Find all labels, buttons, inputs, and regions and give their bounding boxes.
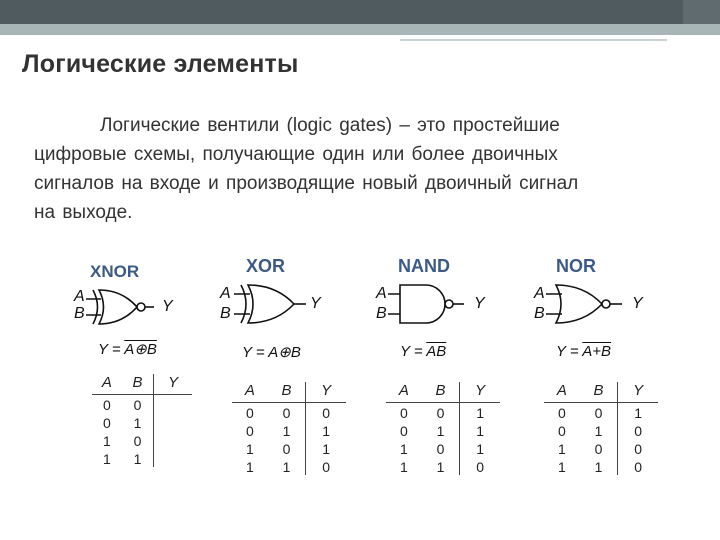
- xor-input-a: A: [220, 285, 231, 302]
- nor-cell: 1: [557, 441, 566, 457]
- xnor-cell: 1: [102, 451, 111, 467]
- nor-cell: 0: [557, 405, 566, 421]
- header-bar-right-block: [683, 0, 720, 24]
- nand-formula: [400, 343, 446, 360]
- xor-cell: 0: [245, 405, 254, 421]
- table-row: [232, 403, 346, 422]
- xnor-formula-prefix: Y =: [98, 341, 125, 358]
- nand-header-b: B: [422, 382, 460, 403]
- nand-cell: 1: [460, 403, 500, 422]
- definition-paragraph: [34, 111, 694, 227]
- nor-cell: 0: [594, 441, 603, 457]
- nor-cell: 0: [618, 457, 658, 475]
- xor-cell: 1: [282, 459, 291, 475]
- nor-cell: 0: [557, 423, 566, 439]
- paragraph-line-4: на выходе.: [34, 202, 133, 223]
- table-row: [92, 413, 192, 431]
- nor-output-y: Y: [632, 295, 643, 312]
- table-row: [92, 449, 192, 467]
- xnor-cell: [154, 413, 192, 431]
- xor-cell: 0: [282, 405, 291, 421]
- xor-truth-table: [232, 382, 346, 475]
- table-row: [386, 439, 500, 457]
- xor-cell: 0: [282, 441, 291, 457]
- xnor-cell: 0: [102, 415, 111, 431]
- xor-cell: 1: [306, 421, 346, 439]
- xor-cell: 1: [306, 439, 346, 457]
- xnor-cell: [154, 431, 192, 449]
- xnor-output-y: Y: [162, 298, 173, 315]
- nand-truth-table: [386, 382, 500, 475]
- header-bar-accent: [0, 24, 720, 35]
- xnor-gate-symbol: [84, 288, 174, 328]
- nor-formula-prefix: Y =: [556, 343, 583, 360]
- xnor-header-a: A: [92, 374, 122, 395]
- nor-header-a: A: [544, 382, 580, 403]
- nand-cell: 0: [436, 441, 445, 457]
- xnor-cell: 0: [133, 433, 142, 449]
- nand-cell: 1: [436, 423, 445, 439]
- nand-cell: 0: [399, 405, 408, 421]
- paragraph-line-2: цифровые схемы, получающие один или более двоичных: [34, 144, 558, 165]
- table-row: [544, 421, 658, 439]
- paragraph-line-3: сигналов на входе и производящие новый двоичный сигнал: [34, 173, 579, 194]
- xor-input-b: B: [220, 305, 231, 322]
- xor-cell: 0: [306, 403, 346, 422]
- nand-formula-overlined: $\overline{AB}$: [426, 343, 447, 360]
- xor-header-a: A: [232, 382, 268, 403]
- header-bar-dark: [0, 0, 720, 24]
- nand-input-a: A: [376, 285, 387, 302]
- xor-cell: 0: [306, 457, 346, 475]
- xnor-cell: 0: [133, 397, 142, 413]
- xor-formula-prefix: Y = A⊕B: [242, 344, 301, 361]
- xor-cell: 1: [282, 423, 291, 439]
- nor-cell: 1: [594, 459, 603, 475]
- nand-formula-prefix: Y =: [400, 343, 427, 360]
- xor-output-y: Y: [310, 295, 321, 312]
- nand-cell: 0: [399, 423, 408, 439]
- nand-cell: 1: [436, 459, 445, 475]
- gate-name-xnor: XNOR: [90, 262, 140, 281]
- slide-title: Логические элементы: [22, 50, 299, 78]
- xnor-formula: [98, 340, 157, 358]
- nor-header-y: Y: [618, 382, 658, 403]
- xor-header-b: B: [268, 382, 306, 403]
- table-row: [544, 457, 658, 475]
- nor-cell: 0: [618, 439, 658, 457]
- table-row: [544, 403, 658, 422]
- slide-header-bar: [0, 0, 720, 36]
- xnor-input-b: B: [74, 305, 85, 322]
- nor-cell: 0: [594, 405, 603, 421]
- nor-gate-symbol: [544, 283, 644, 327]
- nor-truth-table: [544, 382, 658, 475]
- table-row: [386, 403, 500, 422]
- nor-cell: 0: [618, 421, 658, 439]
- nor-cell: 1: [594, 423, 603, 439]
- paragraph-line-1: Логические вентили (logic gates) – это простейшие: [100, 115, 560, 136]
- xnor-cell: [154, 449, 192, 467]
- xnor-input-a: A: [74, 288, 85, 305]
- gate-name-nor: NOR: [556, 256, 596, 276]
- table-row: [92, 431, 192, 449]
- xnor-truth-table: [92, 374, 192, 467]
- nor-cell: 1: [557, 459, 566, 475]
- xor-cell: 1: [245, 459, 254, 475]
- table-row: [92, 395, 192, 414]
- xor-cell: 1: [245, 441, 254, 457]
- table-row: [544, 439, 658, 457]
- nand-cell: 1: [460, 439, 500, 457]
- nor-input-a: A: [534, 285, 545, 302]
- xor-cell: 0: [245, 423, 254, 439]
- nor-input-b: B: [534, 305, 545, 322]
- nand-cell: 1: [399, 459, 408, 475]
- xnor-formula-overlined: A⊕B: [124, 341, 157, 358]
- table-row: [232, 421, 346, 439]
- xnor-header-b: B: [122, 374, 154, 395]
- nor-formula: [556, 343, 611, 360]
- xor-gate-symbol: [232, 283, 322, 327]
- nor-header-b: B: [580, 382, 618, 403]
- nand-cell: 0: [436, 405, 445, 421]
- nand-cell: 0: [460, 457, 500, 475]
- gate-name-nand: NAND: [398, 256, 450, 276]
- header-bar-line: [400, 39, 667, 41]
- table-row: [232, 457, 346, 475]
- nand-cell: 1: [399, 441, 408, 457]
- xnor-header-y: Y: [154, 374, 192, 395]
- nand-output-y: Y: [474, 295, 485, 312]
- xnor-cell: 1: [102, 433, 111, 449]
- table-row: [386, 421, 500, 439]
- nand-header-y: Y: [460, 382, 500, 403]
- nor-cell: 1: [618, 403, 658, 422]
- nand-cell: 1: [460, 421, 500, 439]
- gate-name-xor: XOR: [246, 256, 286, 276]
- nand-gate-symbol: [386, 283, 486, 327]
- nor-formula-overlined: A+B: [582, 343, 612, 360]
- xnor-cell: [154, 395, 192, 414]
- xor-header-y: Y: [306, 382, 346, 403]
- table-row: [232, 439, 346, 457]
- nand-input-b: B: [376, 305, 387, 322]
- xor-formula: [242, 343, 301, 361]
- nand-header-a: A: [386, 382, 422, 403]
- table-row: [386, 457, 500, 475]
- xnor-cell: 1: [133, 451, 142, 467]
- xnor-cell: 0: [102, 397, 111, 413]
- xnor-cell: 1: [133, 415, 142, 431]
